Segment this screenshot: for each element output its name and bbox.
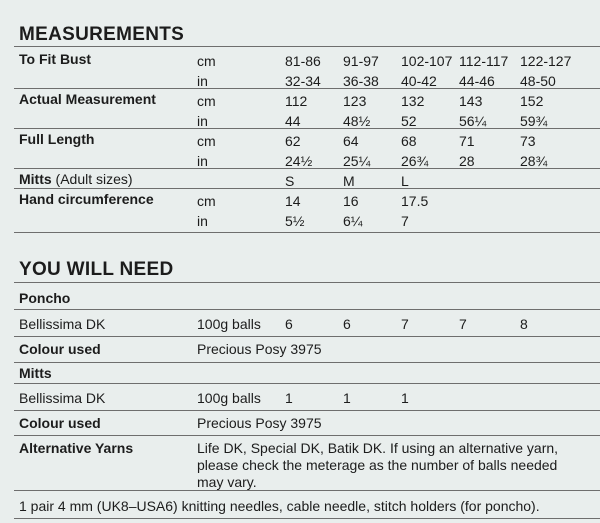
size-value: 56¼ [459,113,487,129]
size-value: 25¼ [343,153,371,169]
size-value: 6¼ [343,213,363,229]
row-divider [14,282,600,283]
row-divider [14,518,600,519]
size-value: 40-42 [401,73,437,89]
size-value: 44 [285,113,301,129]
poncho-ball-count: 7 [459,316,467,332]
size-value: 52 [401,113,417,129]
poncho-ball-count: 6 [343,316,351,332]
row-divider [14,88,600,89]
row-divider [14,435,600,436]
poncho-ball-count: 7 [401,316,409,332]
poncho-ball-count: 8 [520,316,528,332]
mitts-ball-count: 1 [343,390,351,406]
size-value: 36-38 [343,73,379,89]
unit-label: in [197,113,208,129]
size-value: 132 [401,93,425,109]
alternative-yarns-text: please check the meterage as the number of balls needed [197,457,558,473]
measurement-label-note: (Adult sizes) [51,171,133,187]
row-divider [14,309,600,310]
unit-label: cm [197,133,216,149]
size-value: 48½ [343,113,371,129]
measurement-label [19,170,133,188]
row-divider [14,232,600,233]
size-value: 32-34 [285,73,321,89]
measurement-label-text: To Fit Bust [19,51,92,67]
measurement-label-text: Full Length [19,131,95,147]
size-value: 152 [520,93,544,109]
size-value: 112 [285,93,308,109]
row-divider [14,490,600,491]
size-value: 48-50 [520,73,556,89]
poncho-heading: Poncho [19,290,71,306]
mitts-colour-label: Colour used [19,415,101,431]
row-divider [14,46,600,47]
alternative-yarns-label: Alternative Yarns [19,440,134,456]
measurement-label [19,90,156,108]
size-value: 68 [401,133,417,149]
row-divider [14,188,600,189]
measurement-label-text: Mitts [19,171,52,187]
unit-label: in [197,73,208,89]
size-value: 28 [459,153,475,169]
size-value: 143 [459,93,483,109]
size-value: L [401,173,409,189]
row-divider [14,168,600,169]
row-divider [14,336,600,337]
poncho-yarn-unit: 100g balls [197,316,261,332]
size-value: 123 [343,93,367,109]
size-value: 16 [343,193,359,209]
measurement-label [19,130,94,148]
size-value: 102-107 [401,53,453,69]
size-value: 112-117 [459,53,509,69]
size-value: 59¾ [520,113,548,129]
poncho-yarn-name: Bellissima DK [19,316,106,332]
unit-label: cm [197,193,216,209]
mitts-ball-count: 1 [401,390,409,406]
measurement-label-text: Hand circumference [19,191,154,207]
size-value: 44-46 [459,73,495,89]
row-divider [14,383,600,384]
size-value: 17.5 [401,193,429,209]
alternative-yarns-text: Life DK, Special DK, Batik DK. If using an alternative yarn, [197,440,559,456]
size-value: 91-97 [343,53,379,69]
unit-label: in [197,213,208,229]
size-value: 5½ [285,213,305,229]
measurement-label [19,190,154,208]
poncho-colour-value: Precious Posy 3975 [197,341,322,357]
unit-label: cm [197,93,216,109]
unit-label: cm [197,53,216,69]
size-value: 122-127 [520,53,572,69]
size-value: 7 [401,213,409,229]
row-divider [14,410,600,411]
size-value: 24½ [285,153,313,169]
size-value: 14 [285,193,301,209]
poncho-colour-label: Colour used [19,341,101,357]
size-value: 64 [343,133,359,149]
mitts-yarn-name: Bellissima DK [19,390,106,406]
size-value: 71 [459,133,475,149]
size-value: 28¾ [520,153,548,169]
row-divider [14,362,600,363]
size-value: S [285,173,295,189]
measurements-title: MEASUREMENTS [19,24,185,45]
unit-label: in [197,153,208,169]
alternative-yarns-text: may vary. [197,474,257,490]
mitts-colour-value: Precious Posy 3975 [197,415,322,431]
mitts-ball-count: 1 [285,390,293,406]
size-value: 73 [520,133,536,149]
mitts-heading: Mitts [19,365,52,381]
size-value: 26¾ [401,153,429,169]
size-value: 81-86 [285,53,321,69]
poncho-ball-count: 6 [285,316,293,332]
size-value: M [343,173,355,189]
size-value: 62 [285,133,301,149]
equipment-text: 1 pair 4 mm (UK8–USA6) knitting needles, cable needle, stitch holders (for poncho). [19,498,540,514]
measurement-label [19,50,91,68]
row-divider [14,128,600,129]
mitts-yarn-unit: 100g balls [197,390,261,406]
measurement-label-text: Actual Measurement [19,91,156,107]
you-will-need-title: YOU WILL NEED [19,259,174,280]
